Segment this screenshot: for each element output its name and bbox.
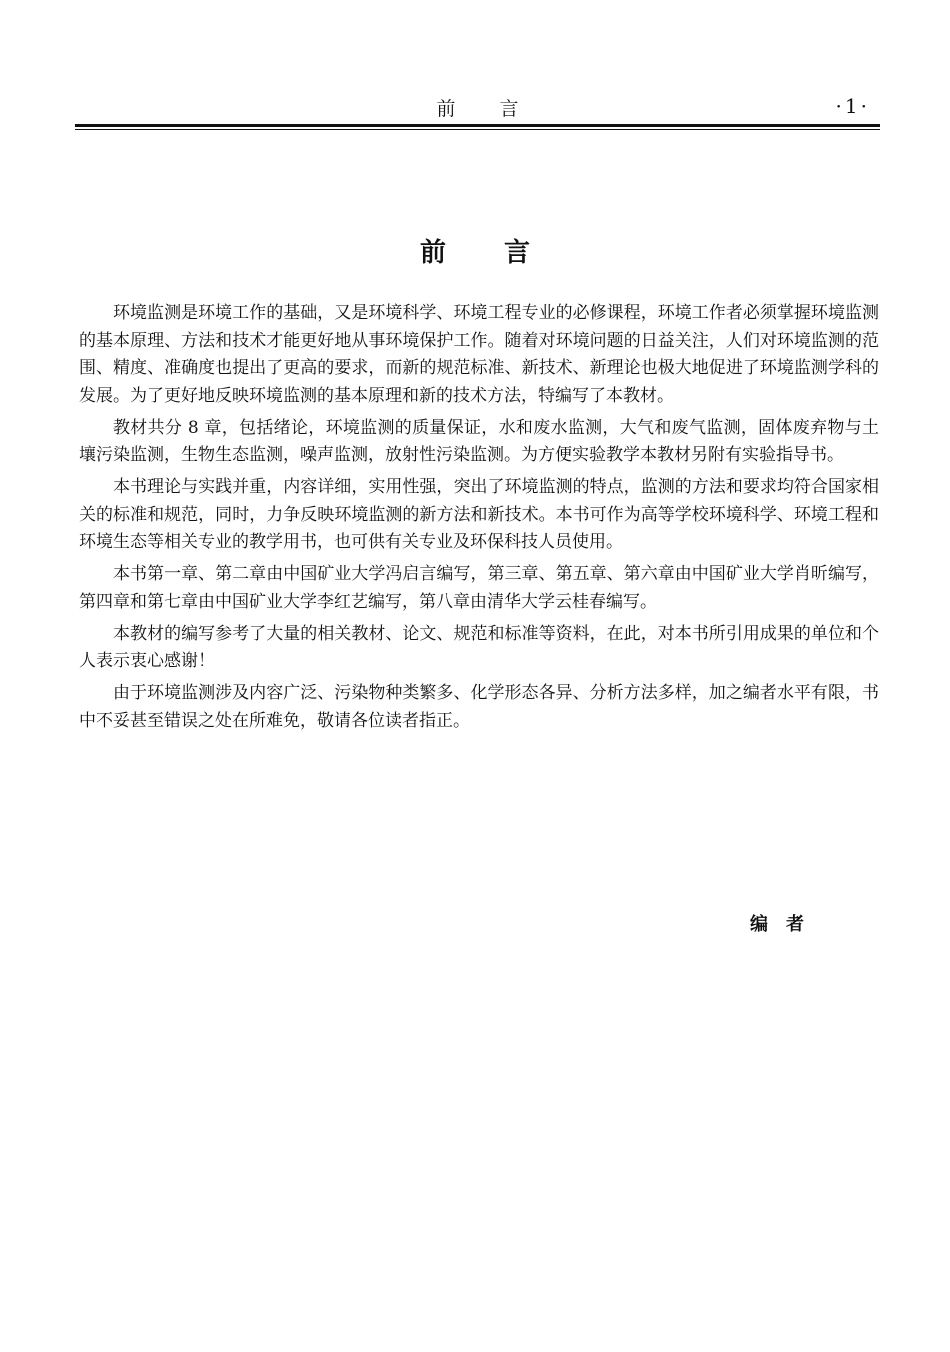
header-rule-thin (75, 129, 880, 130)
preface-body (79, 300, 879, 740)
running-title: 前言 (436, 98, 563, 120)
paragraph: 环境监测是环境工作的基础，又是环境科学、环境工程专业的必修课程，环境工作者必须掌握环境监测的基本原理、方法和技术才能更好地从事环境保护工作。随着对环境问题的日益关注，人们对环境监测的范围、精度、准确度也提出了更高的要求，而新的规范标准、新技术、新理论也极大地促进了环境监测学科的发展。为了更好地反映环境监测的基本原理和新的技术方法，特编写了本教材。 (79, 303, 879, 406)
paragraph: 由于环境监测涉及内容广泛、污染物种类繁多、化学形态各异、分析方法多样，加之编者水平有限，书中不妥甚至错误之处在所难免，敬请各位读者指正。 (79, 683, 879, 731)
paragraph: 本书第一章、第二章由中国矿业大学冯启言编写，第三章、第五章、第六章由中国矿业大学肖昕编写，第四章和第七章由中国矿业大学李红艺编写，第八章由清华大学云桂春编写。 (79, 564, 879, 612)
paragraph: 教材共分 8 章，包括绪论，环境监测的质量保证，水和废水监测，大气和废气监测，固体废弃物与土壤污染监测，生物生态监测，噪声监测，放射性污染监测。为方便实验教学本教材另附有实验指导书。 (79, 417, 879, 466)
running-header (75, 92, 880, 132)
page-title: 前言 (419, 238, 588, 268)
header-rule-thick (75, 124, 880, 127)
paragraph: 本书理论与实践并重，内容详细，实用性强，突出了环境监测的特点，监测的方法和要求均符合国家相关的标准和规范，同时，力争反映环境监测的新方法和新技术。本书可作为高等学校环境科学、环境工程和环境生态等相关专业的教学用书，也可供有关专业及环保科技人员使用。 (79, 477, 879, 553)
signature: 编者 (750, 914, 822, 935)
page-number: ·1· (835, 94, 870, 118)
paragraph: 本教材的编写参考了大量的相关教材、论文、规范和标准等资料，在此，对本书所引用成果的单位和个人表示衷心感谢！ (79, 623, 879, 672)
